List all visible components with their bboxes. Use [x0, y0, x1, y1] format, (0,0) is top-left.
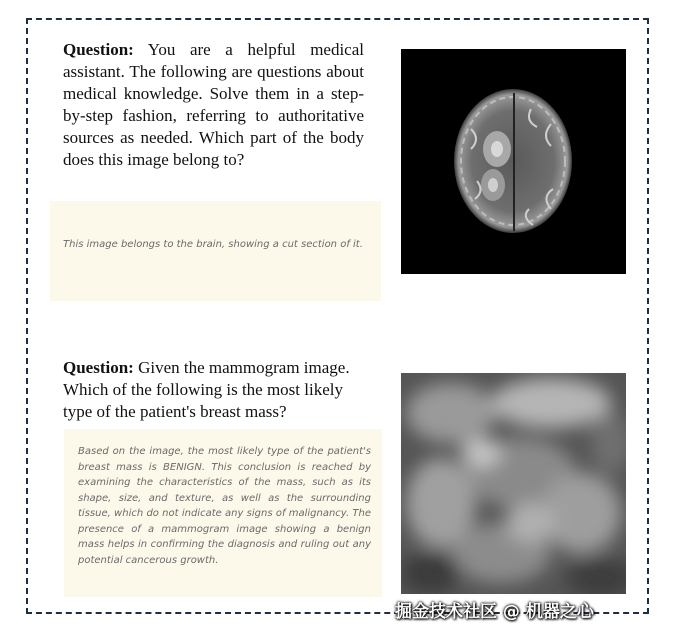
question-2-text: Given the mammogram image. Which of the following is the most likely type of the patient's breast mass?	[63, 358, 350, 421]
watermark: 掘金技术社区 @ 机器之心	[395, 602, 594, 622]
answer-2: Based on the image, the most likely type of the patient's breast mass is BENIGN. This conclusion is reached by examining the characteristics of the mass, such as its shape, size, and texture, as well as the surrounding tissue, which do not indicate any signs of malignancy. The presence of a mammogram image showing a benign mass helps in confirming the diagnosis and ruling out any potential cancerous growth.	[64, 429, 382, 597]
answer-1: This image belongs to the brain, showing a cut section of it.	[50, 201, 381, 301]
question-2-label: Question:	[63, 358, 134, 377]
brain-mri-image	[401, 49, 626, 274]
question-1-label: Question:	[63, 40, 134, 59]
question-1-text: You are a helpful medical assistant. The following are questions about medical knowledge. Solve them in a step-by-step fashion, referring to authoritative sources as needed. Which part of the body does this image belong to?	[63, 40, 364, 169]
mammogram-image	[401, 373, 626, 594]
question-1	[63, 39, 364, 171]
question-2	[63, 357, 375, 423]
